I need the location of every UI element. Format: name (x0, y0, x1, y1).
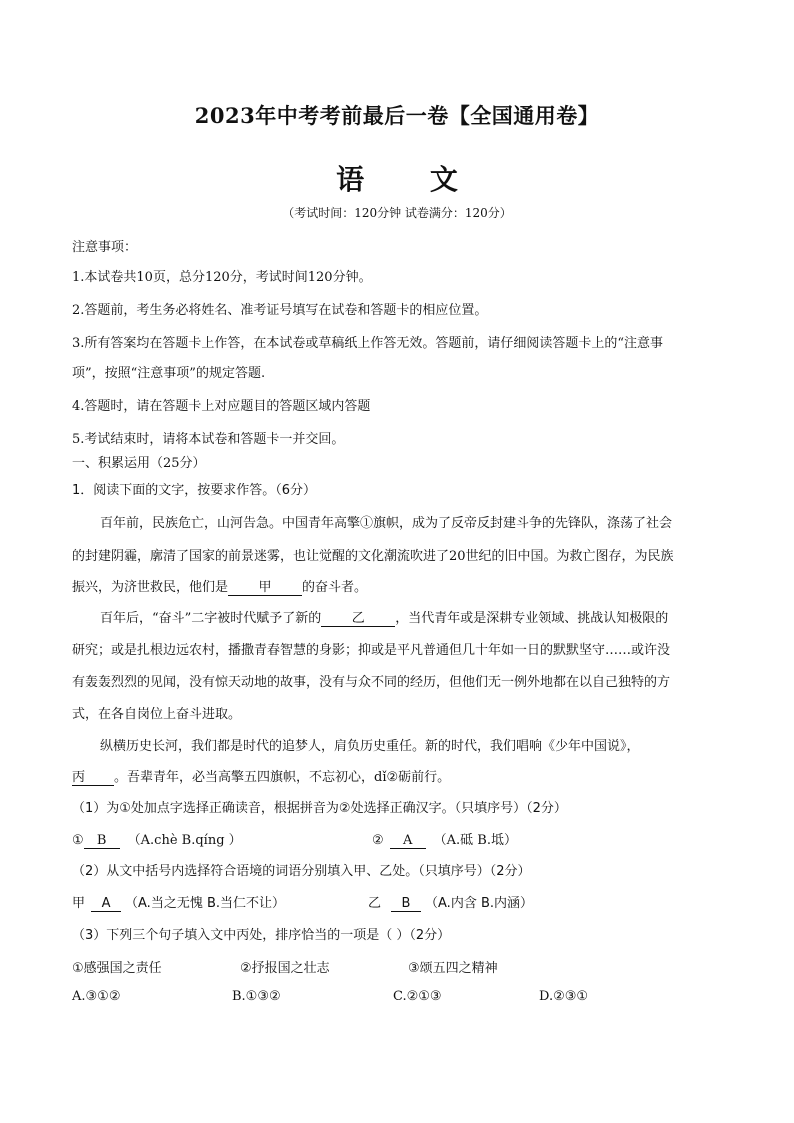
passage-line: 式，在各自岗位上奋斗进取。 (72, 707, 242, 722)
passage-line (100, 607, 668, 627)
passage-text: 百年后，“奋斗”二字被时代赋予了新的 (100, 611, 322, 626)
blank-yi[interactable]: 乙 (321, 612, 395, 627)
answer-row (368, 892, 533, 912)
passage-line: 有轰轰烈烈的见闻，没有惊天动地的故事，没有与众不同的经历，但他们无一例外地都在以自己独特的方 (72, 675, 671, 690)
sub-question-stem: （3）下列三个句子填入文中丙处，排序恰当的一项是（ ）（2分） (72, 928, 451, 943)
answer-blank[interactable]: A (390, 834, 426, 849)
answer-options: （A.当之无愧 B.当仁不让） (125, 896, 285, 911)
subject-title: 语 文 (336, 163, 486, 196)
sub-question-stem: （1）为①处加点字选择正确读音，根据拼音为②处选择正确汉字。（只填序号）（2分） (72, 801, 567, 816)
passage-line (72, 766, 450, 786)
page-title: 2023年中考考前最后一卷【全国通用卷】 (194, 103, 600, 128)
answer-label: 乙 (368, 896, 382, 911)
notice-item: 5.考试结束时，请将本试卷和答题卡一并交回。 (72, 432, 345, 447)
answer-label: ② (372, 833, 384, 848)
passage-line: 百年前，民族危亡，山河告急。中国青年高擎①旗帜，成为了反帝反封建斗争的先锋队，涤荡了社会 (100, 516, 673, 531)
choice-a[interactable]: A.③①② (72, 989, 121, 1004)
passage-line (72, 576, 367, 596)
answer-label: 甲 (72, 896, 86, 911)
passage-line: 研究；或是扎根边远农村，播撒青春智慧的身影；抑或是平凡普通但几十年如一日的默默坚守……或许没 (72, 643, 671, 658)
choice-b[interactable]: B.①③② (232, 989, 281, 1004)
notice-item: 3.所有答案均在答题卡上作答，在本试卷或草稿纸上作答无效。答题前，请仔细阅读答题卡上的“注意事 (72, 336, 664, 351)
answer-row (72, 892, 285, 912)
answer-blank[interactable]: A (91, 897, 121, 912)
blank-jia[interactable]: 甲 (228, 581, 302, 596)
notice-item: 1.本试卷共10页，总分120分，考试时间120分钟。 (72, 270, 372, 285)
blank-bing[interactable]: 丙 (72, 771, 114, 786)
choice-d[interactable]: D.②③① (539, 989, 589, 1004)
answer-blank[interactable]: B (84, 834, 120, 849)
notice-heading: 注意事项： (72, 240, 138, 255)
exam-info: （考试时间：120分钟 试卷满分：120分） (282, 206, 512, 220)
notice-item: 4.答题时，请在答题卡上对应题目的答题区域内答题 (72, 399, 371, 414)
sentence-option: ③颂五四之精神 (408, 961, 498, 976)
sentence-option: ①感强国之责任 (72, 961, 162, 976)
choice-c[interactable]: C.②①③ (393, 989, 442, 1004)
answer-options: （A.砥 B.坻） (433, 833, 517, 848)
passage-text: 。吾辈青年，必当高擎五四旗帜，不忘初心，dǐ②砺前行。 (114, 770, 451, 785)
sentence-option: ②抒报国之壮志 (240, 961, 330, 976)
passage-line: 纵横历史长河，我们都是时代的追梦人，肩负历史重任。新的时代，我们唱响《少年中国说》， (100, 739, 640, 754)
passage-line: 的封建阴霾，廓清了国家的前景迷雾，也让觉醒的文化潮流吹进了20世纪的旧中国。为救亡图存，为民族 (72, 549, 674, 564)
section-heading: 一、积累运用（25分） (72, 456, 206, 471)
passage-text: 的奋斗者。 (302, 580, 368, 595)
answer-row (372, 829, 517, 849)
answer-row (72, 829, 242, 849)
answer-options: （A.内含 B.内涵） (425, 896, 533, 911)
passage-text: 振兴，为济世救民，他们是 (72, 580, 229, 595)
answer-blank[interactable]: B (391, 897, 421, 912)
answer-label: ① (72, 833, 84, 848)
notice-item-continued: 项”，按照“注意事项”的规定答题. (72, 366, 266, 381)
passage-text: ，当代青年或是深耕专业领域、挑战认知极限的 (395, 611, 669, 626)
notice-item: 2.答题前，考生务必将姓名、准考证号填写在试卷和答题卡的相应位置。 (72, 303, 488, 318)
question-stem: 1．阅读下面的文字，按要求作答。（6分） (72, 483, 317, 498)
answer-options: （A.chè B.qíng ） (127, 833, 242, 848)
sub-question-stem: （2）从文中括号内选择符合语境的词语分别填入甲、乙处。（只填序号）（2分） (72, 864, 531, 879)
